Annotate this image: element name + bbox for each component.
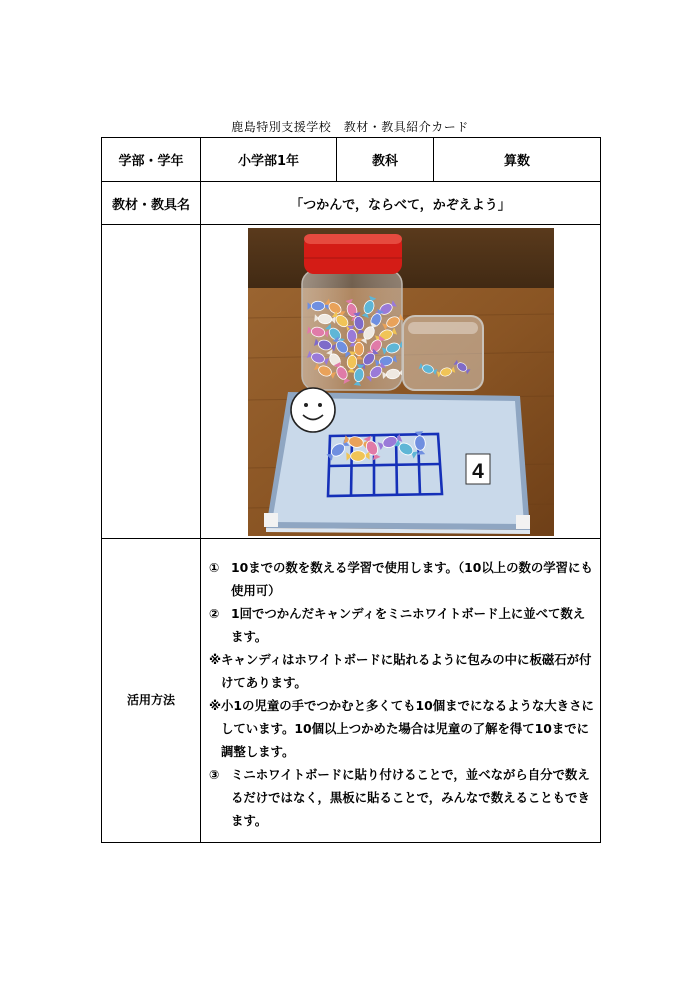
usage-item-3-text: ミニホワイトボードに貼り付けることで，並べながら自分で数えるだけではなく，黒板に貼ることで，みんなで数えることもできます。 <box>231 766 590 828</box>
usage-item-1 <box>209 556 594 602</box>
grade-label: 学部・学年 <box>102 138 201 182</box>
subject-value: 算数 <box>434 138 601 182</box>
grade-value: 小学部1年 <box>201 138 337 182</box>
usage-item-2-text: 1回でつかんだキャンディをミニホワイトボード上に並べて数えます。 <box>231 605 586 644</box>
number-card <box>466 454 490 484</box>
plastic-container <box>403 316 483 390</box>
photo-label-cell <box>102 225 201 539</box>
usage-item-2-marker: ② <box>209 605 220 621</box>
number-card-text: 4 <box>471 459 484 483</box>
usage-label: 活用方法 <box>102 539 201 843</box>
usage-item-3-marker: ③ <box>209 766 220 782</box>
usage-item-1-marker: ① <box>209 559 220 575</box>
material-photo <box>248 228 554 536</box>
usage-content <box>201 539 601 843</box>
usage-item-1-text: 10までの数を数える学習で使用します。（10以上の数の学習にも使用可） <box>231 559 593 598</box>
usage-item-2 <box>209 602 594 648</box>
material-name-label: 教材・教具名 <box>102 182 201 225</box>
photo-cell <box>201 225 601 539</box>
smiley-face-magnet <box>291 388 335 432</box>
material-name-value: 「つかんで，ならべて，かぞえよう」 <box>201 182 601 225</box>
usage-note-magnet: ※キャンディはホワイトボードに貼れるように包みの中に板磁石が付けてあります。 <box>209 651 592 690</box>
page-title: 鹿島特別支援学校 教材・教具紹介カード <box>231 120 469 134</box>
usage-note-size: ※小1の児童の手でつかむと多くても10個までになるような大きさにしています。10個以上つかめた場合は児童の了解を得て10までに調整します。 <box>209 697 594 759</box>
usage-item-3 <box>209 763 594 832</box>
subject-label: 教科 <box>337 138 434 182</box>
material-card-table <box>101 137 601 843</box>
